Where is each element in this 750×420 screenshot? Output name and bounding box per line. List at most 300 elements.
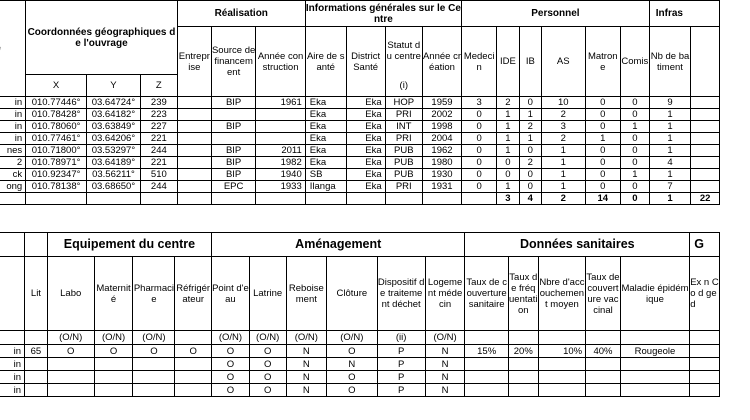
table-row xyxy=(0,384,720,397)
logement-cell: N xyxy=(425,358,465,371)
ide-cell: 1 xyxy=(497,133,519,145)
table-row xyxy=(0,145,720,157)
taux-couverture-cell xyxy=(465,371,508,384)
aire-cell: Eka xyxy=(305,133,346,145)
district-cell: Eka xyxy=(346,121,385,133)
maladie-cell xyxy=(620,384,689,397)
refrigerateur-cell xyxy=(175,384,212,397)
entreprise-cell xyxy=(177,169,211,181)
point-eau-code: (O/N) xyxy=(212,331,250,345)
point-eau-cell: O xyxy=(212,371,250,384)
matrone-cell: 0 xyxy=(585,121,620,133)
maladie-header: Maladie épidémique xyxy=(620,257,689,331)
as-cell: 1 xyxy=(542,145,586,157)
annee-creation-header: Année création xyxy=(422,27,461,97)
source-cell xyxy=(211,109,255,121)
creation-cell: 2004 xyxy=(422,133,461,145)
creation-cell: 1959 xyxy=(422,97,461,109)
aire-cell: Eka xyxy=(305,109,346,121)
infra-extra-cell xyxy=(691,97,720,109)
as-cell: 1 xyxy=(542,157,586,169)
district-cell: Eka xyxy=(346,145,385,157)
batiment-cell: 1 xyxy=(649,169,690,181)
accouchement-cell: 10% xyxy=(538,345,585,358)
entreprise-cell xyxy=(177,97,211,109)
personnel-group-header: Personnel xyxy=(462,1,650,27)
row-name: in xyxy=(0,371,25,384)
matrone-cell: 0 xyxy=(585,169,620,181)
as-cell: 2 xyxy=(542,133,586,145)
infra-extra-cell xyxy=(691,109,720,121)
reboisement-cell: N xyxy=(286,345,327,358)
dispositif-cell: P xyxy=(377,345,425,358)
coords-group-header: Coordonnées géographiques de l'ouvrage xyxy=(26,1,178,75)
annee-cell xyxy=(256,133,305,145)
infos-group-header: Informations générales sur le Centre xyxy=(305,2,461,25)
reboisement-cell: N xyxy=(286,358,327,371)
dispositif-cell: P xyxy=(377,371,425,384)
ib-cell: 2 xyxy=(519,121,541,133)
y-cell: 03.63849° xyxy=(86,121,140,133)
table-row xyxy=(0,109,720,121)
name-header xyxy=(0,1,26,97)
row-name: in xyxy=(0,345,25,358)
maternite-code: (O/N) xyxy=(94,331,133,345)
infra-extra-header xyxy=(691,27,720,97)
creation-cell: 1930 xyxy=(422,169,461,181)
latrine-cell: O xyxy=(249,358,286,371)
annee-cell: 2011 xyxy=(256,145,305,157)
z-cell: 223 xyxy=(140,109,177,121)
row-name: in xyxy=(0,133,26,145)
comis-cell: 0 xyxy=(620,97,649,109)
statut-cell: PUB xyxy=(385,157,422,169)
infra-extra-cell xyxy=(691,157,720,169)
aire-cell: Eka xyxy=(305,145,346,157)
centres-table xyxy=(0,0,720,205)
taux-vaccinal-cell xyxy=(586,358,621,371)
creation-cell: 1980 xyxy=(422,157,461,169)
source-cell: BIP xyxy=(211,145,255,157)
medecin-cell: 3 xyxy=(462,97,497,109)
medecin-cell: 0 xyxy=(462,121,497,133)
equipement-group-header: Equipement du centre xyxy=(47,233,211,257)
refrigerateur-cell: O xyxy=(175,345,212,358)
x-cell: 010.78428° xyxy=(26,109,87,121)
labo-cell xyxy=(47,384,94,397)
ide-cell: 1 xyxy=(497,145,519,157)
accouchement-cell xyxy=(538,384,585,397)
pharmacie-header: Pharmacie xyxy=(133,257,175,331)
row-name: in xyxy=(0,97,26,109)
maladie-cell xyxy=(620,371,689,384)
total-matrone: 0 xyxy=(620,193,649,205)
ide-cell: 0 xyxy=(497,157,519,169)
infra-extra-cell xyxy=(691,133,720,145)
district-cell: Eka xyxy=(346,97,385,109)
as-cell: 1 xyxy=(542,169,586,181)
annee-header: Année construction xyxy=(256,27,305,97)
entreprise-cell xyxy=(177,109,211,121)
medecin-cell: 0 xyxy=(462,169,497,181)
as-header: AS xyxy=(542,27,586,97)
annee-cell: 1933 xyxy=(256,181,305,193)
comis-cell: 1 xyxy=(620,121,649,133)
matrone-cell: 0 xyxy=(585,157,620,169)
infra-extra-cell xyxy=(691,181,720,193)
annee-cell xyxy=(256,121,305,133)
z-cell: 221 xyxy=(140,157,177,169)
realisation-group-header: Réalisation xyxy=(177,1,305,27)
comis-cell: 1 xyxy=(620,169,649,181)
total-medecin: 3 xyxy=(497,193,519,205)
logement-code: (O/N) xyxy=(425,331,465,345)
statut-header: Statut du centre xyxy=(385,27,422,75)
batiment-cell: 1 xyxy=(649,133,690,145)
comis-cell: 0 xyxy=(620,109,649,121)
as-cell: 2 xyxy=(542,109,586,121)
taux-frequentation-cell: 20% xyxy=(508,345,538,358)
batiment-cell: 1 xyxy=(649,109,690,121)
x-header: X xyxy=(26,75,87,97)
dispositif-cell: P xyxy=(377,358,425,371)
lit-cell xyxy=(25,384,48,397)
medecin-cell: 0 xyxy=(462,181,497,193)
aire-cell: SB xyxy=(305,169,346,181)
labo-cell xyxy=(47,358,94,371)
district-cell: Eka xyxy=(346,109,385,121)
logement-cell: N xyxy=(425,371,465,384)
entreprise-cell xyxy=(177,133,211,145)
as-cell: 1 xyxy=(542,181,586,193)
x-cell: 010.77461° xyxy=(26,133,87,145)
maternite-cell: O xyxy=(94,345,133,358)
medecin-header: Medecin xyxy=(462,27,497,97)
district-header: District Santé xyxy=(346,27,385,97)
point-eau-cell: O xyxy=(212,345,250,358)
total-batiment: 22 xyxy=(691,193,720,205)
pharmacie-code: (O/N) xyxy=(133,331,175,345)
comis-cell: 0 xyxy=(620,133,649,145)
matrone-cell: 0 xyxy=(585,145,620,157)
matrone-cell: 0 xyxy=(585,109,620,121)
batiment-cell: 1 xyxy=(649,145,690,157)
source-cell: EPC xyxy=(211,181,255,193)
z-cell: 244 xyxy=(140,181,177,193)
statut-cell: PUB xyxy=(385,145,422,157)
latrine-cell: O xyxy=(249,345,286,358)
annee-cell xyxy=(256,109,305,121)
district-cell: Eka xyxy=(346,133,385,145)
row-name: ck xyxy=(0,169,26,181)
statut-cell: PRI xyxy=(385,181,422,193)
z-cell: 227 xyxy=(140,121,177,133)
ide-cell: 1 xyxy=(497,121,519,133)
latrine-header: Latrine xyxy=(249,257,286,331)
latrine-cell: O xyxy=(249,384,286,397)
taux-frequentation-cell xyxy=(508,371,538,384)
as-cell: 3 xyxy=(542,121,586,133)
row-name: in xyxy=(0,384,25,397)
total-ide: 4 xyxy=(519,193,541,205)
equipement-table xyxy=(0,232,720,397)
taux-vaccinal-cell: 40% xyxy=(586,345,621,358)
comis-cell: 0 xyxy=(620,145,649,157)
refrigerateur-cell xyxy=(175,371,212,384)
ide-header: IDE xyxy=(497,27,519,97)
lit-cell: 65 xyxy=(25,345,48,358)
entreprise-header: Entreprise xyxy=(177,27,211,97)
district-cell: Eka xyxy=(346,169,385,181)
row-name: in xyxy=(0,358,25,371)
aire-cell: Eka xyxy=(305,157,346,169)
statut-cell: PRI xyxy=(385,109,422,121)
accouchement-cell xyxy=(538,371,585,384)
source-cell: BIP xyxy=(211,121,255,133)
nb-batiment-header: Nb de batiment xyxy=(649,27,690,97)
y-cell: 03.64206° xyxy=(86,133,140,145)
labo-cell: O xyxy=(47,345,94,358)
reboisement-cell: N xyxy=(286,371,327,384)
ib-cell: 1 xyxy=(519,133,541,145)
ide-cell: 1 xyxy=(497,109,519,121)
logement-header: Logement médecin xyxy=(425,257,465,331)
pharmacie-cell: O xyxy=(133,345,175,358)
cloture-cell: O xyxy=(327,371,377,384)
sanitaires-group-header: Données sanitaires xyxy=(465,233,690,257)
ex-header: Ex n Co d ge d xyxy=(690,257,720,331)
ex-cell xyxy=(690,345,720,358)
entreprise-cell xyxy=(177,145,211,157)
x-cell: 010.77446° xyxy=(26,97,87,109)
ib-cell: 2 xyxy=(519,157,541,169)
ib-cell: 1 xyxy=(519,109,541,121)
refrigerateur-header: Réfrigérateur xyxy=(175,257,212,331)
cloture-code: (O/N) xyxy=(327,331,377,345)
ex-cell xyxy=(690,371,720,384)
ide-cell: 2 xyxy=(497,97,519,109)
taux-couverture-cell xyxy=(465,384,508,397)
latrine-cell: O xyxy=(249,371,286,384)
reboisement-cell: N xyxy=(286,384,327,397)
x-cell: 010.78138° xyxy=(26,181,87,193)
infra-extra-cell xyxy=(691,145,720,157)
batiment-cell: 4 xyxy=(649,157,690,169)
district-cell: Eka xyxy=(346,157,385,169)
lit-cell xyxy=(25,371,48,384)
statut-cell: PRI xyxy=(385,133,422,145)
comis-cell: 0 xyxy=(620,181,649,193)
point-eau-header: Point d'eau xyxy=(212,257,250,331)
source-cell xyxy=(211,133,255,145)
latrine-code: (O/N) xyxy=(249,331,286,345)
matrone-cell: 0 xyxy=(585,97,620,109)
logement-cell: N xyxy=(425,384,465,397)
dispositif-code: (ii) xyxy=(377,331,425,345)
ib-cell: 0 xyxy=(519,181,541,193)
table-row xyxy=(0,169,720,181)
point-eau-cell: O xyxy=(212,384,250,397)
medecin-cell: 0 xyxy=(462,109,497,121)
accouchement-cell xyxy=(538,358,585,371)
z-header: Z xyxy=(140,75,177,97)
amenagement-group-header: Aménagement xyxy=(212,233,465,257)
creation-cell: 1998 xyxy=(422,121,461,133)
pharmacie-cell xyxy=(133,384,175,397)
infra-extra-cell xyxy=(691,121,720,133)
z-cell: 510 xyxy=(140,169,177,181)
point-eau-cell: O xyxy=(212,358,250,371)
source-header: Source de financement xyxy=(211,27,255,97)
district-cell: Eka xyxy=(346,181,385,193)
row-name: in xyxy=(0,121,26,133)
maladie-cell xyxy=(620,358,689,371)
matrone-cell: 1 xyxy=(585,133,620,145)
y-cell: 03.64182° xyxy=(86,109,140,121)
ib-cell: 0 xyxy=(519,145,541,157)
pharmacie-cell xyxy=(133,371,175,384)
total-ib: 2 xyxy=(542,193,586,205)
y-header: Y xyxy=(86,75,140,97)
pharmacie-cell xyxy=(133,358,175,371)
y-cell: 03.68650° xyxy=(86,181,140,193)
table-row xyxy=(0,345,720,358)
aire-header: Aire de santé xyxy=(305,27,346,97)
source-cell: BIP xyxy=(211,169,255,181)
taux-couverture-cell xyxy=(465,358,508,371)
cloture-cell: N xyxy=(327,358,377,371)
medecin-cell: 0 xyxy=(462,157,497,169)
annee-cell: 1982 xyxy=(256,157,305,169)
comis-header: Comis xyxy=(620,27,649,97)
y-cell: 03.64724° xyxy=(86,97,140,109)
labo-code: (O/N) xyxy=(47,331,94,345)
g-group-header: G xyxy=(690,233,720,257)
statut-cell: PUB xyxy=(385,169,422,181)
table-row xyxy=(0,133,720,145)
taux-frequentation-cell xyxy=(508,384,538,397)
maternite-cell xyxy=(94,371,133,384)
labo-cell xyxy=(47,371,94,384)
cloture-header: Clôture xyxy=(327,257,377,331)
lit-header: Lit xyxy=(25,257,48,331)
x-cell: 010.78060° xyxy=(26,121,87,133)
maternite-header: Maternité xyxy=(94,257,133,331)
lit-cell xyxy=(25,358,48,371)
taux-couverture-header: Taux de couverture sanitaire xyxy=(465,257,508,331)
y-cell: 03.64189° xyxy=(86,157,140,169)
ex-cell xyxy=(690,358,720,371)
matrone-header: Matrone xyxy=(585,27,620,97)
z-cell: 221 xyxy=(140,133,177,145)
table-row xyxy=(0,371,720,384)
ex-cell xyxy=(690,384,720,397)
taux-frequentation-header: Taux de fréquentation xyxy=(508,257,538,331)
batiment-cell: 1 xyxy=(649,121,690,133)
reboisement-code: (O/N) xyxy=(286,331,327,345)
nbre-accouchement-header: Nbre d'accouchement moyen xyxy=(538,257,585,331)
totals-row xyxy=(0,193,720,205)
ide-cell: 1 xyxy=(497,181,519,193)
row-name: 2 xyxy=(0,157,26,169)
batiment-cell: 7 xyxy=(649,181,690,193)
statut-cell: HOP xyxy=(385,97,422,109)
maladie-cell: Rougeole xyxy=(620,345,689,358)
medecin-cell: 0 xyxy=(462,133,497,145)
taux-couverture-cell: 15% xyxy=(465,345,508,358)
as-cell: 10 xyxy=(542,97,586,109)
taux-frequentation-cell xyxy=(508,358,538,371)
statut-cell: INT xyxy=(385,121,422,133)
dispositif-cell: P xyxy=(377,384,425,397)
taux-vaccinal-cell xyxy=(586,384,621,397)
entreprise-cell xyxy=(177,181,211,193)
source-cell: BIP xyxy=(211,157,255,169)
taux-vaccinal-header: Taux de couverture vaccinal xyxy=(586,257,621,331)
labo-header: Labo xyxy=(47,257,94,331)
cloture-cell: O xyxy=(327,384,377,397)
statut-code-header: (i) xyxy=(385,75,422,97)
table-row xyxy=(0,97,720,109)
table-row xyxy=(0,358,720,371)
matrone-cell: 0 xyxy=(585,181,620,193)
annee-cell: 1961 xyxy=(256,97,305,109)
comis-cell: 0 xyxy=(620,157,649,169)
cloture-cell: O xyxy=(327,345,377,358)
aire-cell: Ilanga xyxy=(305,181,346,193)
table-row xyxy=(0,157,720,169)
reboisement-header: Reboisement xyxy=(286,257,327,331)
refrigerateur-cell xyxy=(175,358,212,371)
taux-vaccinal-cell xyxy=(586,371,621,384)
medecin-cell: 0 xyxy=(462,145,497,157)
dispositif-header: Dispositif de traitement déchet xyxy=(377,257,425,331)
maternite-cell xyxy=(94,358,133,371)
row-name: ong xyxy=(0,181,26,193)
table-row xyxy=(0,121,720,133)
annee-cell: 1940 xyxy=(256,169,305,181)
aire-cell: Eka xyxy=(305,97,346,109)
x-cell: 010.92347° xyxy=(26,169,87,181)
source-cell: BIP xyxy=(211,97,255,109)
y-cell: 03.53297° xyxy=(86,145,140,157)
batiment-cell: 9 xyxy=(649,97,690,109)
ib-header: IB xyxy=(519,27,541,97)
table-row xyxy=(0,181,720,193)
aire-cell: Eka xyxy=(305,121,346,133)
x-cell: 010.78971° xyxy=(26,157,87,169)
ide-cell: 0 xyxy=(497,169,519,181)
total-comis: 1 xyxy=(649,193,690,205)
x-cell: 010.71800° xyxy=(26,145,87,157)
row-name: nes xyxy=(0,145,26,157)
z-cell: 244 xyxy=(140,145,177,157)
creation-cell: 1962 xyxy=(422,145,461,157)
infra-extra-cell xyxy=(691,169,720,181)
z-cell: 239 xyxy=(140,97,177,109)
ib-cell: 0 xyxy=(519,169,541,181)
total-as: 14 xyxy=(585,193,620,205)
row-name: in xyxy=(0,109,26,121)
entreprise-cell xyxy=(177,121,211,133)
creation-cell: 2002 xyxy=(422,109,461,121)
maternite-cell xyxy=(94,384,133,397)
logement-cell: N xyxy=(425,345,465,358)
infra-group-header: Infras xyxy=(649,1,719,27)
entreprise-cell xyxy=(177,157,211,169)
ib-cell: 0 xyxy=(519,97,541,109)
y-cell: 03.56211° xyxy=(86,169,140,181)
